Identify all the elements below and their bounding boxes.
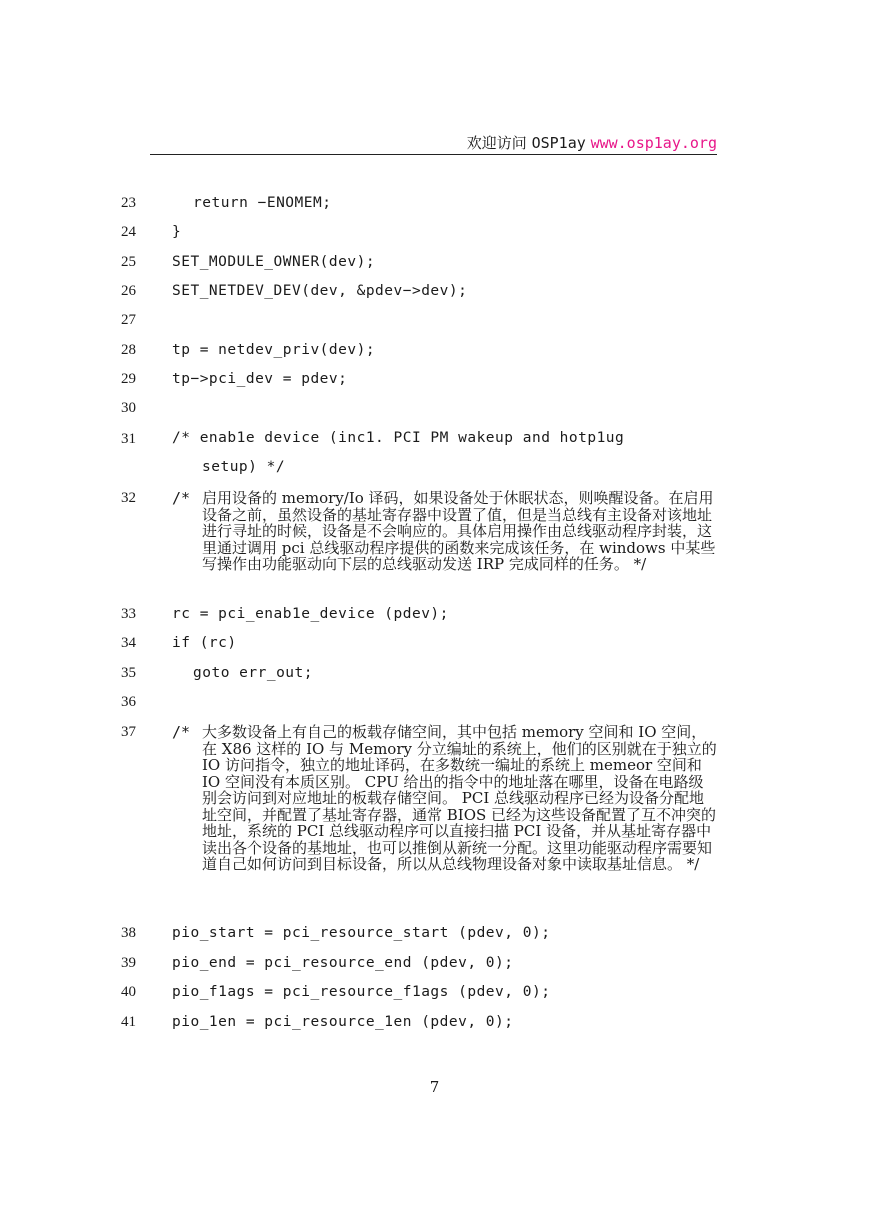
page-header <box>150 132 717 154</box>
code-text: pio_end = pci_resource_end (pdev, 0); <box>172 955 514 971</box>
line-number: 27 <box>121 312 136 328</box>
code-text: } <box>172 224 182 240</box>
header-welcome: 欢迎访问 <box>466 134 527 152</box>
comment-open-marker: /* <box>172 489 191 507</box>
line-number: 41 <box>121 1014 136 1030</box>
comment-text: 启用设备的 memory/Io 译码，如果设备处于休眠状态，则唤醒设备。在启用设备之前，虽然设备的基址寄存器中设置了值，但是当总线有主设备对该地址进行寻址的时候，设备是不会响应的。具体启用操作由总线驱动程序封装，这里通过调用 pci 总线驱动程序提供的函数来完成该任务，在 windows 中某些写操作由功能驱动向下层的总线驱动发送 IRP 完成同样的任务。 */ <box>202 489 716 573</box>
line-number: 39 <box>121 955 136 971</box>
code-text: if (rc) <box>172 635 237 651</box>
code-text: tp = netdev_priv(dev); <box>172 342 376 358</box>
code-text: pio_start = pci_resource_start (pdev, 0); <box>172 925 551 941</box>
line-number: 23 <box>121 195 136 211</box>
code-text: SET_MODULE_OWNER(dev); <box>172 254 376 270</box>
comment-line-first: /* enab1e device (inc1. PCI PM wakeup and hotp1ug <box>172 430 625 446</box>
header-rule <box>150 154 717 155</box>
code-text: SET_NETDEV_DEV(dev, &pdev−>dev); <box>172 283 468 299</box>
code-text: goto err_out; <box>193 665 313 681</box>
header-site-name: OSP1ay <box>531 134 586 152</box>
line-number: 24 <box>121 224 136 240</box>
line-number: 28 <box>121 342 136 358</box>
comment-line-continued: setup) */ <box>202 459 286 475</box>
line-number: 40 <box>121 984 136 1000</box>
code-text: pio_f1ags = pci_resource_f1ags (pdev, 0); <box>172 984 551 1000</box>
comment-text: 大多数设备上有自己的板载存储空间，其中包括 memory 空间和 IO 空间，在 X86 这样的 IO 与 Memory 分立编址的系统上，他们的区别就在于独立的 IO 访问指令，独立的地址译码，在多数统一编址的系统上 memeor 空间和 IO 空间没有本质区别。 CPU 给出的指令中的地址落在哪里，设备在电路级别会访问到对应地址的板载存储空间。 PCI 总线驱动程序已经为设备分配地址空间，并配置了基址寄存器，通常 BIOS 已经为这些设备配置了互不冲突的地址，系统的 PCI 总线驱动程序可以直接扫描 PCI 设备，并从基址寄存器中读出各个设备的基地址，也可以推倒从新统一分配。这里功能驱动程序需要知道自己如何访问到目标设备，所以从总线物理设备对象中读取基址信息。 */ <box>202 723 717 873</box>
line-number: 32 <box>121 490 136 506</box>
line-number: 33 <box>121 606 136 622</box>
code-text: rc = pci_enab1e_device (pdev); <box>172 606 449 622</box>
line-number: 30 <box>121 400 136 416</box>
comment-block <box>172 424 717 482</box>
line-number: 25 <box>121 254 136 270</box>
line-number: 38 <box>121 925 136 941</box>
line-number: 29 <box>121 371 136 387</box>
line-number: 36 <box>121 694 136 710</box>
code-text: return −ENOMEM; <box>193 195 332 211</box>
code-text: tp−>pci_dev = pdev; <box>172 371 348 387</box>
line-number: 34 <box>121 635 136 651</box>
header-url-link[interactable]: www.osp1ay.org <box>590 134 717 152</box>
line-number: 35 <box>121 665 136 681</box>
code-text: pio_1en = pci_resource_1en (pdev, 0); <box>172 1014 514 1030</box>
comment-open-marker: /* <box>172 723 191 741</box>
line-number: 31 <box>121 431 136 447</box>
line-number: 26 <box>121 283 136 299</box>
comment-block <box>172 724 717 873</box>
comment-block <box>172 490 717 573</box>
page-number: 7 <box>429 1078 440 1096</box>
line-number: 37 <box>121 724 136 740</box>
